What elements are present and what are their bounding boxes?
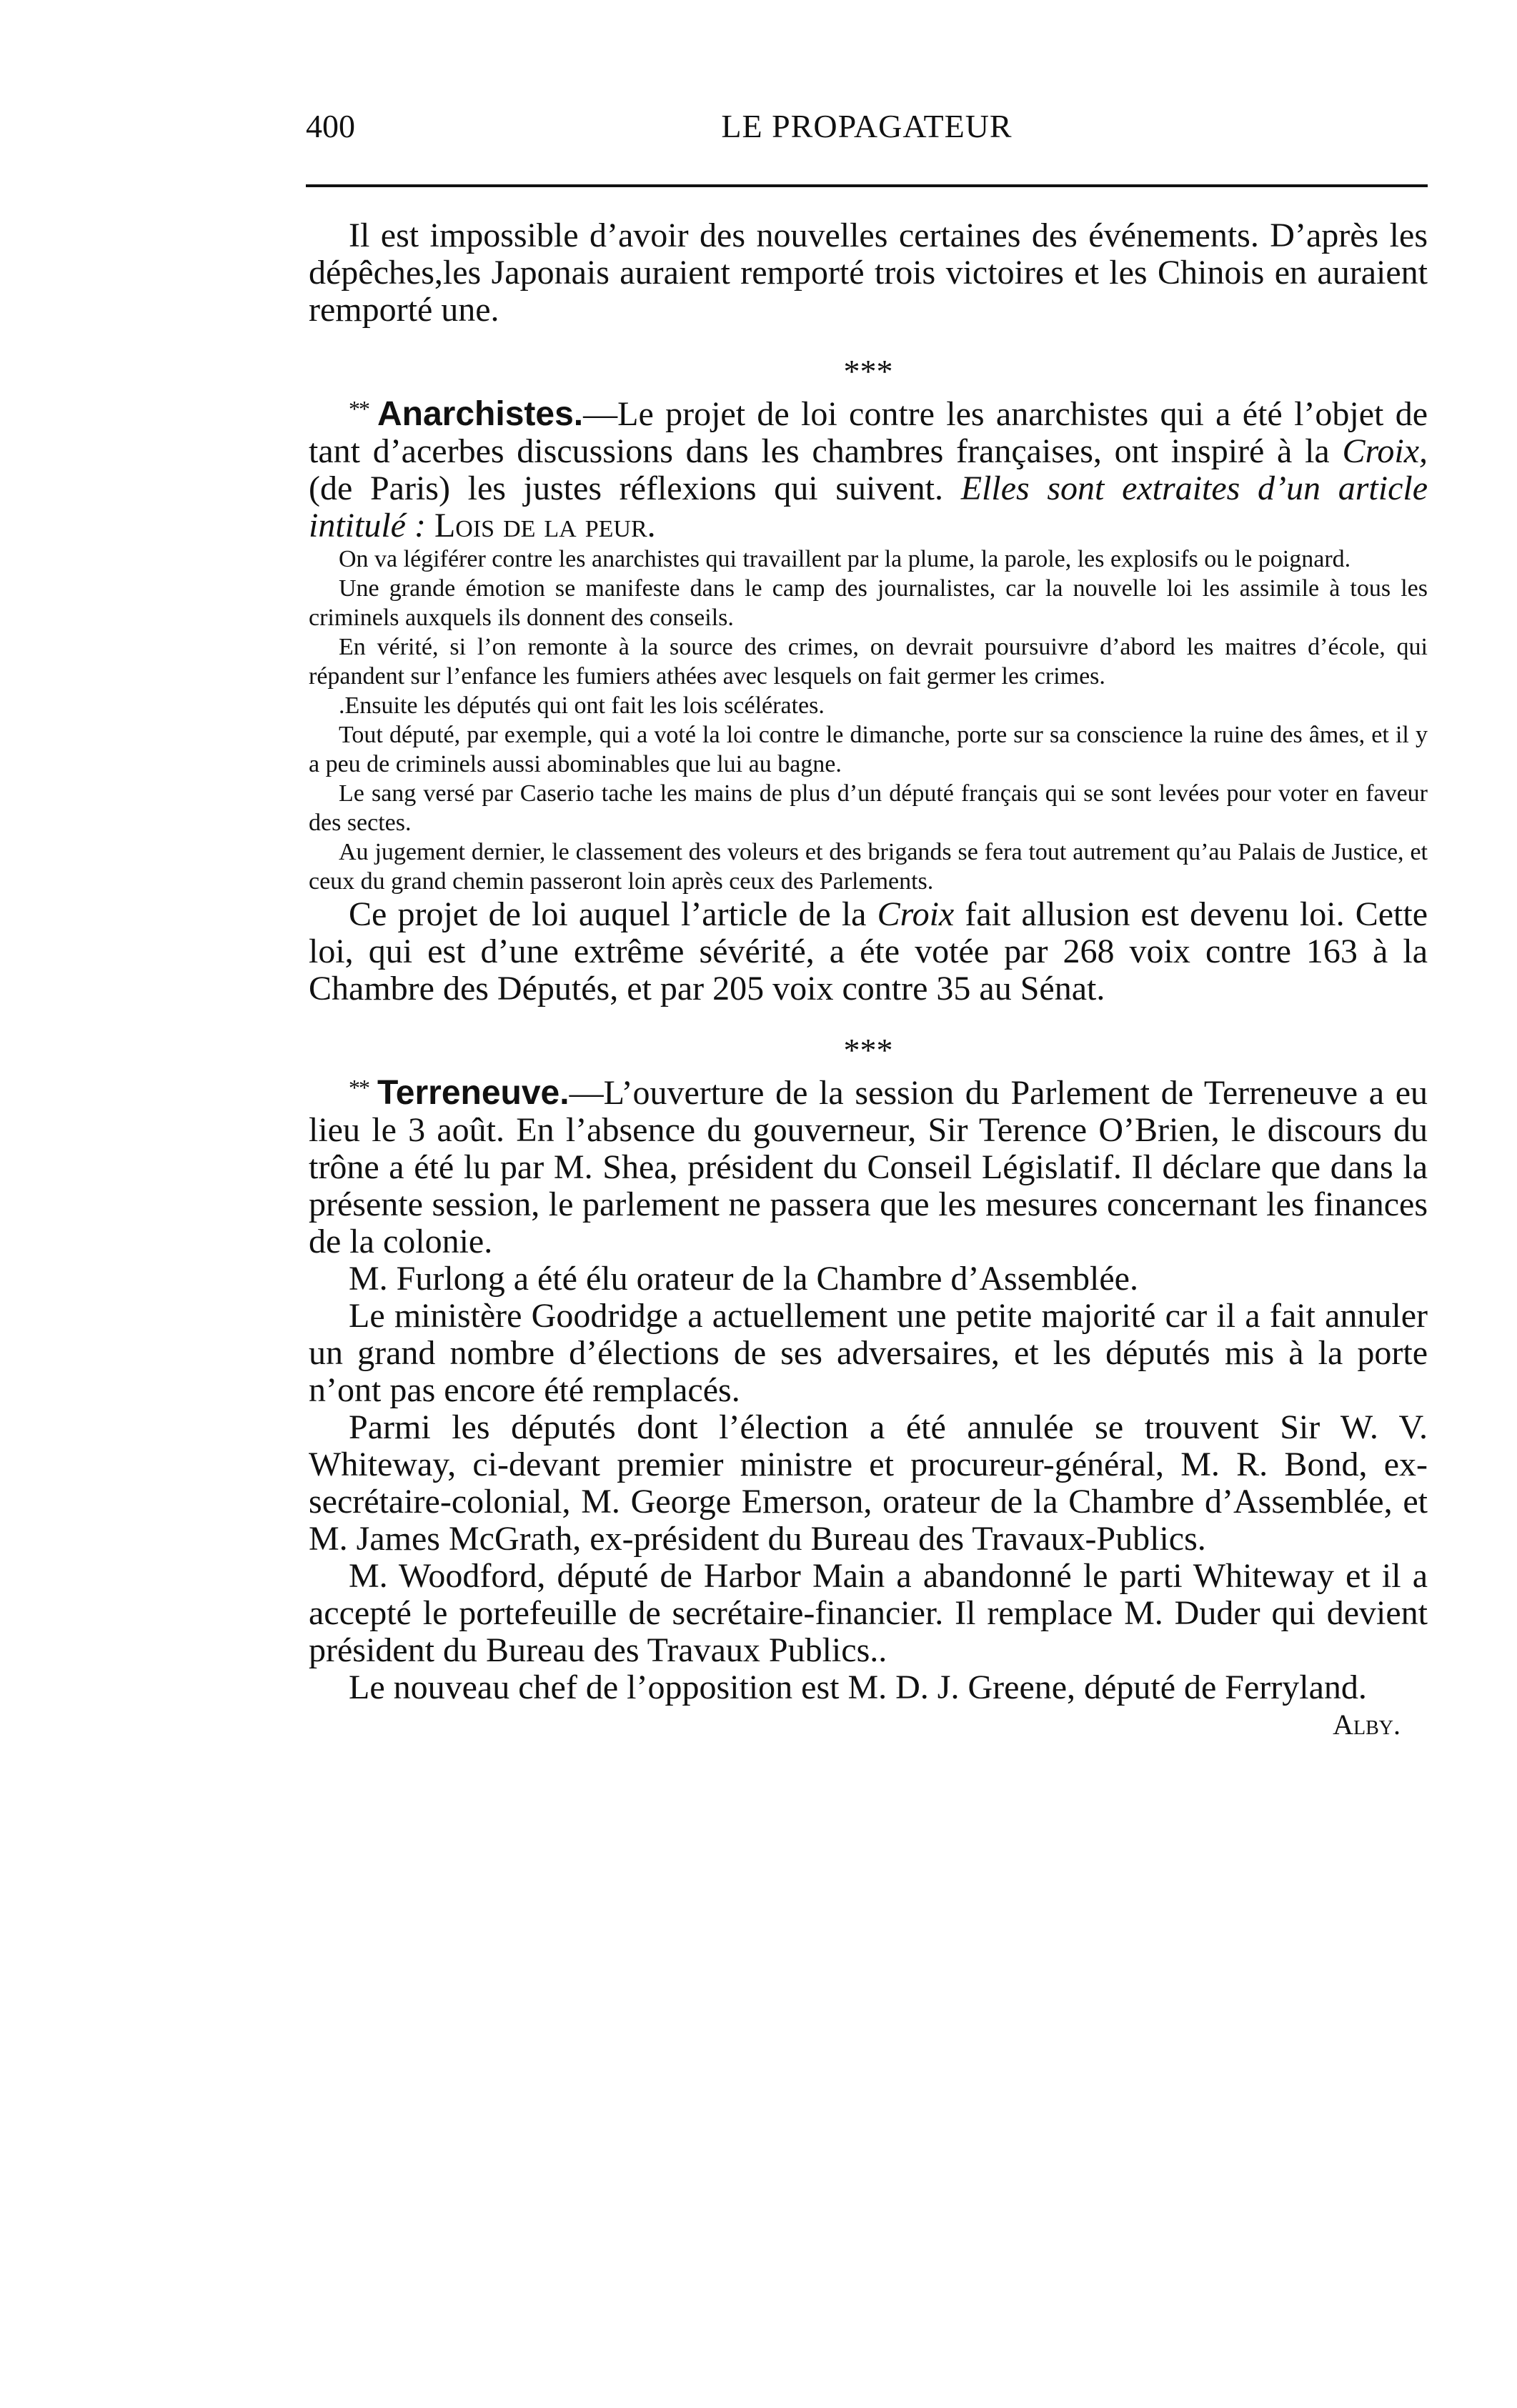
article-body [309,217,1428,1743]
excerpt-title: Lois de la peur. [434,507,656,544]
anarchistes-body-before-source: —Le projet de loi contre les anarchistes qui a été l’objet de tant d’acerbes discussions dans les chambres françaises, ont inspiré à la [309,395,1428,470]
section-title-terreneuve: Terreneuve. [377,1074,570,1112]
anarchistes-followup-paragraph [309,896,1428,1008]
quote-paragraph: Une grande émotion se manifeste dans le camp des journalistes, car la nouvelle loi les assimile à tous les criminels auxquels ils donnent des conseils. [309,575,1428,631]
terreneuve-paragraph: M. Furlong a été élu orateur de la Chambre d’Assemblée. [349,1260,1138,1298]
asterism-separator [309,329,1428,390]
excerpt-intro: Elles sont extraites d’un article intitulé : [309,469,1428,544]
section-lead-stars: ** [349,396,369,422]
asterism-separator-2 [309,1008,1428,1069]
quote-paragraph: On va légiférer contre les anarchistes qui travaillent par la plume, la parole, les explosifs ou le poignard. [339,546,1351,572]
terreneuve-final-paragraph [309,1668,1428,1741]
terreneuve-paragraph: Le ministère Goodridge a actuellement une petite majorité car il a fait annuler un grand nombre d’élections de ses adversaires, et les députés mis à la porte n’ont pas encore été remplacés. [309,1297,1428,1409]
section-title-anarchistes: Anarchistes. [377,395,584,433]
intro-paragraph: Il est impossible d’avoir des nouvelles certaines des événements. D’après les dépêches,les Japonais auraient remporté trois victoires et les Chinois en auraient remporté une. [309,217,1428,329]
quote-paragraph: Le sang versé par Caserio tache les mains de plus d’un député français qui se sont levées pour voter en faveur des sectes. [309,780,1428,836]
followup-before-source: Ce projet de loi auquel l’article de la [349,895,867,933]
terreneuve-paragraph-1: —L’ouverture de la session du Parlement de Terreneuve a eu lieu le 3 août. En l’absence du gouverneur, Sir Terence O’Brien, le discours du trône a été lu par M. Shea, président du Conseil Législatif. Il déclare que dans la présente session, le parlement ne passera que les mesures concernant les finances de la colonie. [309,1074,1428,1260]
section-lead-stars: ** [349,1075,369,1100]
source-name-croix: Croix, [1342,432,1428,470]
running-title: LE PROPAGATEUR [721,108,1013,144]
quote-paragraph: En vérité, si l’on remonte à la source des crimes, on devrait poursuivre d’abord les maitres d’école, qui répandent sur l’enfance les fumiers athées avec lesquels on fait germer les crimes. [309,634,1428,690]
anarchistes-body-after-source: (de Paris) les justes réflexions qui suivent. [309,469,943,507]
header-rule [306,184,1428,187]
followup-after-source: fait allusion est devenu loi. Cette loi, qui est d’une extrême sévérité, a éte votée par 268 voix contre 163 à la Chambre des Députés, et par 205 voix contre 35 au Sénat. [309,895,1428,1008]
author-signature: Alby. [1333,1708,1401,1741]
quote-paragraph: Tout député, par exemple, qui a voté la loi contre le dimanche, porte sur sa conscience la ruine des âmes, et il y a peu de criminels aussi abominables que lui au bagne. [309,722,1428,777]
terreneuve-lead-paragraph [309,1069,1428,1260]
page-header [306,107,1428,150]
terreneuve-paragraph-last: Le nouveau chef de l’opposition est M. D. J. Greene, député de Ferryland. [349,1668,1367,1706]
terreneuve-paragraph: M. Woodford, député de Harbor Main a abandonné le parti Whiteway et il a accepté le portefeuille de secrétaire-financier. Il remplace M. Duder qui devient président du Bureau des Travaux Publics.. [309,1557,1428,1669]
terreneuve-paragraph: Parmi les députés dont l’élection a été annulée se trouvent Sir W. V. Whiteway, ci-devant premier ministre et procureur-général, M. R. Bond, ex-secrétaire-colonial, M. George Emerson, orateur de la Chambre d’Assemblée, et M. James McGrath, ex-président du Bureau des Travaux-Publics. [309,1408,1428,1558]
quoted-excerpt [309,544,1428,896]
followup-source-croix: Croix [877,895,955,933]
page-number: 400 [306,108,355,144]
quote-paragraph: .Ensuite les députés qui ont fait les lois scélérates. [339,692,825,719]
asterism-text: *** [843,1032,893,1068]
anarchistes-lead-paragraph [309,390,1428,544]
quote-paragraph: Au jugement dernier, le classement des voleurs et des brigands se fera tout autrement qu’au Palais de Justice, et ceux du grand chemin passeront loin après ceux des Parlements. [309,839,1428,895]
page [306,0,1428,2408]
asterism-text: *** [843,353,893,389]
